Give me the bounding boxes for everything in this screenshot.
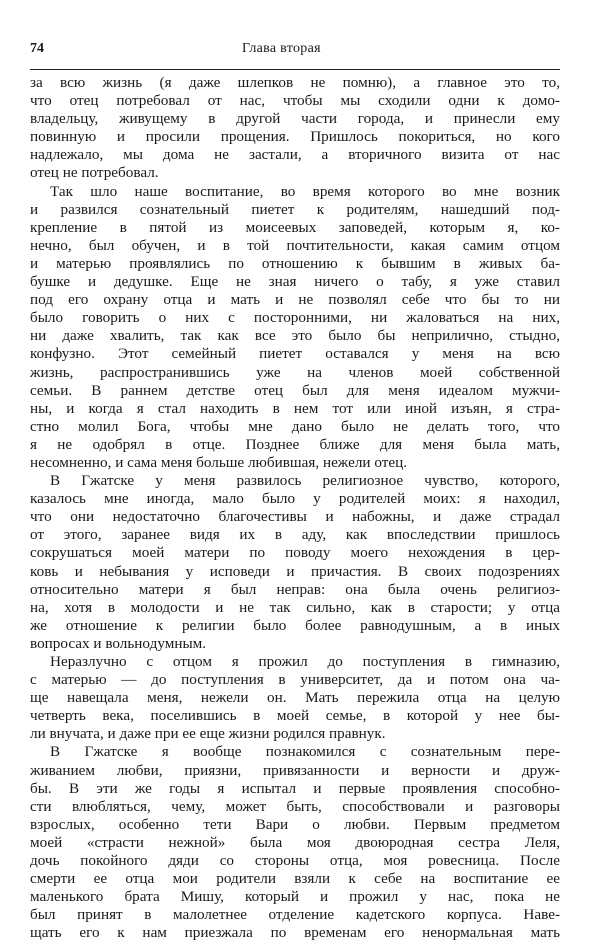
text-line: четверть века, поселившись в моей семье, в которой у нее бы- [30,707,560,725]
text-line: владельцу, живущему в другой части города, и принесли ему [30,110,560,128]
text-line: В Гжатске я вообще познакомился с сознательным пере- [50,743,560,761]
text-line: конфузно. Этот семейный пиетет оставался у меня на всю [30,345,560,363]
text-line: стно молил Бога, чтобы мне дано было не делать того, что [30,417,560,435]
text-line: был принят в малолетнее отделение кадетского корпуса. Наве- [30,906,560,924]
text-line: семьи. В раннем детстве отец был для меня идеалом мужчи- [30,381,560,399]
running-head: Глава вторая [242,41,321,56]
text-line: маленького брата Мишу, который и прожил у нас, пока не [30,888,560,906]
text-line: бушке и дедушке. Еще не зная ничего о табу, я уже ставил [30,273,560,291]
text-line: крепление в пятой из моисеевых заповедей, которым я, ко- [30,218,560,236]
text-line: надлежало, мы дома не застали, а вторичного визита от нас [30,146,560,164]
text-line: относительно матери я был неправ: она была очень религиоз- [30,580,560,598]
text-line: сти влюбляться, чему, может быть, способствовали и разговоры [30,797,560,815]
text-line: от этого, заранее видя их в аду, как впоследствии пришлось [30,526,560,544]
body-text [30,74,560,943]
text-line: нечно, был обучен, и в той почтительности, какая самим отцом [30,236,560,254]
text-line: живанием любви, приязни, привязанности и верности и друж- [30,761,560,779]
text-line: ковь и небывания у исповеди и причастия. В своих подозрениях [30,562,560,580]
text-line: жизнь, распространившись уже на членов моей собственной [30,363,560,381]
text-line: дочь покойного дяди со стороны отца, моя ровесница. После [30,852,560,870]
text-line: ни даже хвалить, так как все это было бы неприлично, стыдно, [30,327,560,345]
text-line: ны, и когда я стал находить в нем тот или иной изъян, я стра- [30,399,560,417]
text-line: смерти ее отца мои родители взяли к себе на воспитание ее [30,870,560,888]
text-line: и матерью проявлялись по отношению к бывшим в живых ба- [30,254,560,272]
text-line: за всю жизнь (я даже шлепков не помню), а главное это то, [30,74,560,91]
text-line: несомненно, и сама меня больше любившая, нежели отец. [30,453,408,471]
text-line: взрослых, особенно тети Вари о любви. Первым предметом [30,815,560,833]
text-line: казалось мне иногда, мало было у родителей моих: я находил, [30,490,560,508]
text-line: повинную и просили прощения. Пришлось покориться, но кого [30,128,560,146]
text-line: бы. В эти же годы я испытал и первые проявления способно- [30,779,560,797]
page-header [30,41,560,61]
text-line: ще навещала меня, нежели он. Мать пережила отца на целую [30,689,560,707]
page-number: 74 [30,41,44,56]
text-line: щать его к нам приезжала по временам его ненормальная мать [30,924,560,942]
text-line: что отец потребовал от нас, чтобы мы сходили одни к домо- [30,92,560,110]
text-line: что они недостаточно благочестивы и набожны, и даже страдал [30,508,560,526]
text-line: вопросах и вольнодумным. [30,634,207,652]
text-line: же отношение к религии было более равнодушным, а в иных [30,616,560,634]
text-line: В Гжатске у меня развилось религиозное чувство, которого, [50,472,560,490]
text-line: и развился сознательный пиетет к родителям, нашедший под- [30,200,560,218]
text-line: было говорить о них с посторонними, ни жаловаться на них, [30,309,560,327]
text-line: Так шло наше воспитание, во время которого во мне возник [50,182,560,200]
text-line: Неразлучно с отцом я прожил до поступления в гимназию, [50,653,560,670]
text-line: с матерью — до поступления в университет, да и потом она ча- [30,671,560,689]
text-line: отец не потребовал. [30,164,159,182]
text-line: сокрушаться моей матери по поводу моего нехождения в цер- [30,544,560,562]
text-line: на, хотя в молодости и не так сильно, как в старости; у отца [30,598,560,616]
text-line: я не одобрял в отце. Позднее ближе для меня была мать, [30,435,560,453]
text-line: моей «страсти нежной» была моя двоюродная сестра Леля, [30,833,560,851]
header-rule [30,69,560,70]
text-line: ли внучата, и даже при ее еще жизни родился правнук. [30,725,386,743]
text-line: под его охрану отца и мать и не позволял себе что бы то ни [30,291,560,309]
